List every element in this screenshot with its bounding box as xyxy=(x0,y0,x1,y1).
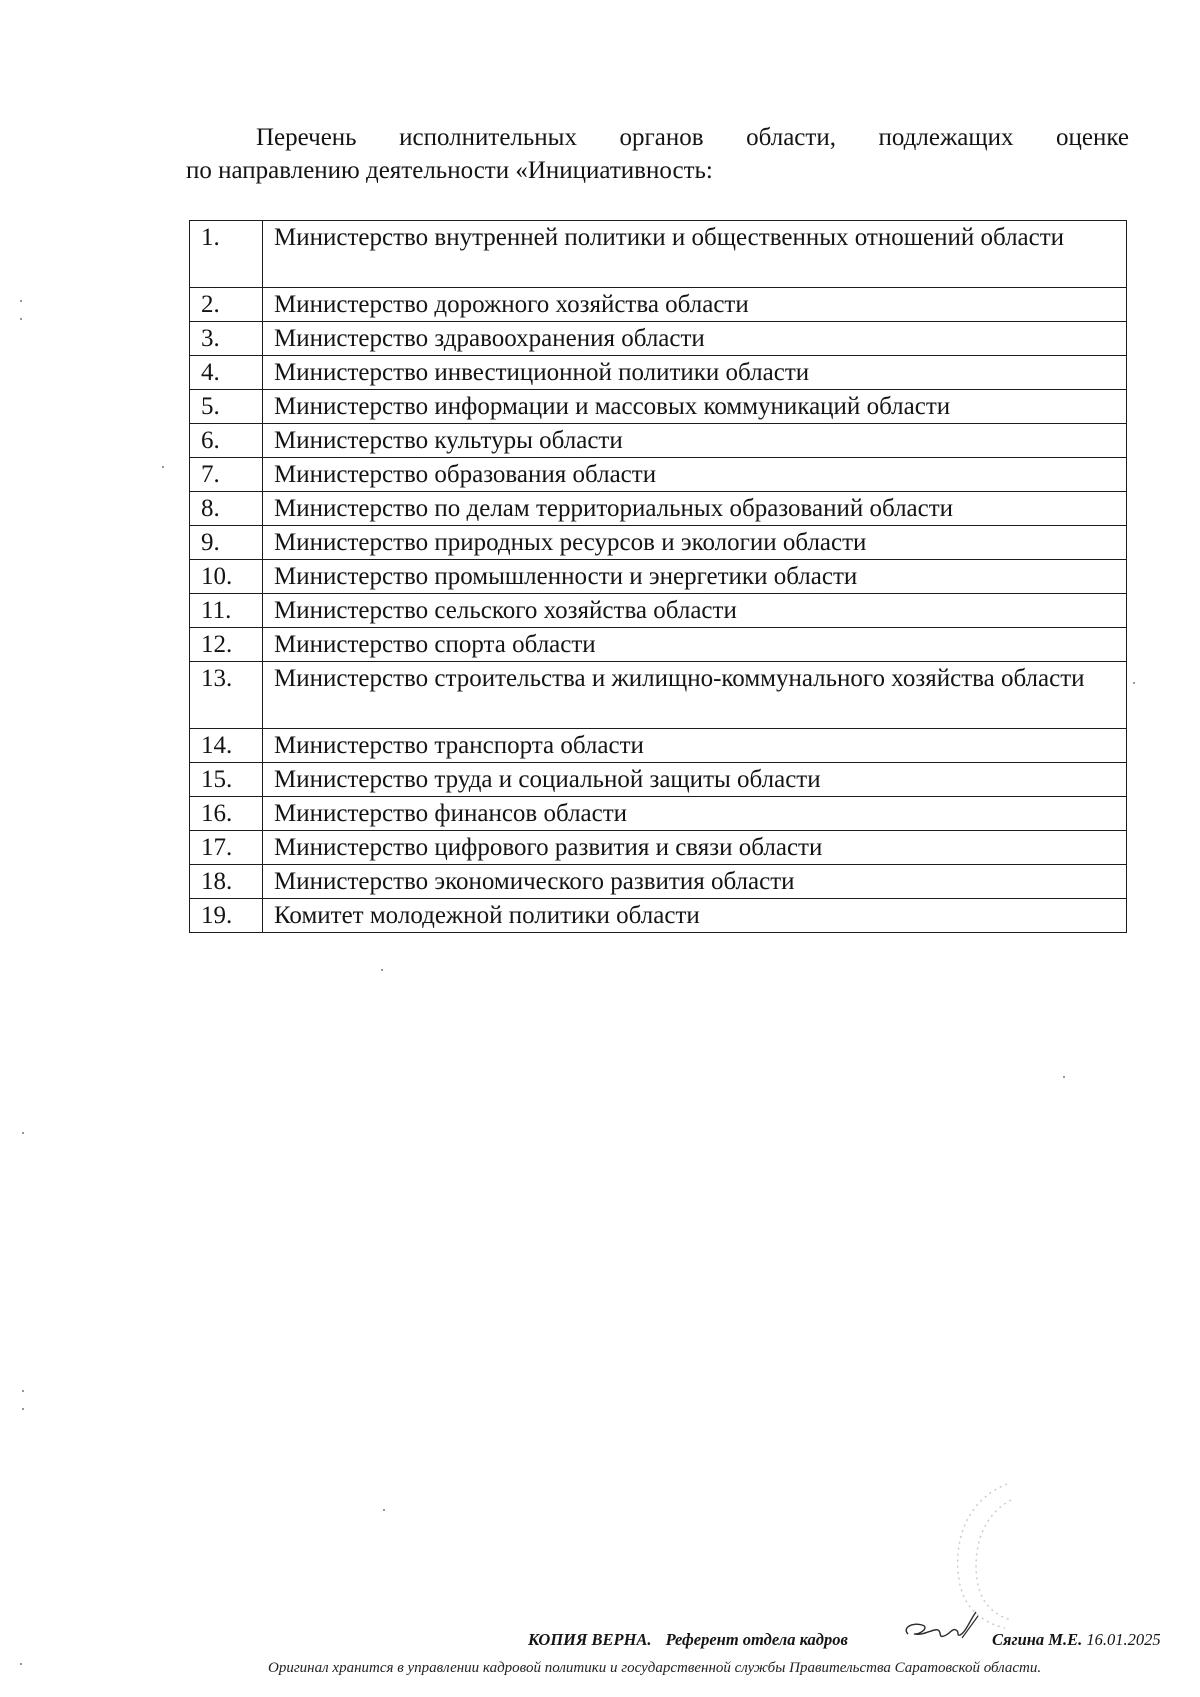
organization-name: Министерство строительства и жилищно-коммунального хозяйства области xyxy=(263,662,1127,729)
table-row xyxy=(190,831,1127,865)
certifier-signoff xyxy=(992,1630,1161,1650)
table-row xyxy=(190,797,1127,831)
row-number: 9. xyxy=(190,526,263,560)
row-number: 18. xyxy=(190,865,263,899)
scan-speck xyxy=(383,1509,385,1511)
table-row xyxy=(190,424,1127,458)
scan-speck xyxy=(22,1132,24,1134)
table-row xyxy=(190,322,1127,356)
organization-name: Министерство промышленности и энергетики области xyxy=(263,560,1127,594)
row-number: 6. xyxy=(190,424,263,458)
table-row xyxy=(190,729,1127,763)
organization-name: Министерство цифрового развития и связи области xyxy=(263,831,1127,865)
certified-label: КОПИЯ ВЕРНА. xyxy=(528,1630,652,1649)
organization-name: Министерство экономического развития области xyxy=(263,865,1127,899)
table-row xyxy=(190,560,1127,594)
table-row xyxy=(190,288,1127,322)
signature-icon xyxy=(898,1608,988,1648)
table-row xyxy=(190,865,1127,899)
certifier-name: Сягина М.Е. xyxy=(992,1630,1083,1649)
organization-name: Министерство сельского хозяйства области xyxy=(263,594,1127,628)
table-row xyxy=(190,763,1127,797)
row-number: 1. xyxy=(190,221,263,288)
scan-speck xyxy=(381,969,383,971)
organization-name: Министерство спорта области xyxy=(263,628,1127,662)
table-row xyxy=(190,628,1127,662)
scan-speck xyxy=(20,1663,22,1665)
table-row xyxy=(190,221,1127,288)
heading-line-2: по направлению деятельности «Инициативность: xyxy=(186,157,713,184)
certification-line xyxy=(528,1630,848,1650)
row-number: 10. xyxy=(190,560,263,594)
scan-speck xyxy=(1133,682,1135,684)
row-number: 11. xyxy=(190,594,263,628)
table-row xyxy=(190,662,1127,729)
organization-name: Министерство информации и массовых коммуникаций области xyxy=(263,390,1127,424)
row-number: 4. xyxy=(190,356,263,390)
table-row xyxy=(190,492,1127,526)
heading-line-1: Перечень исполнительных органов области, подлежащих оценке xyxy=(256,124,1129,151)
organization-name: Министерство инвестиционной политики области xyxy=(263,356,1127,390)
organization-name: Комитет молодежной политики области xyxy=(263,899,1127,933)
scan-speck xyxy=(162,466,164,468)
scan-speck xyxy=(22,1390,24,1392)
row-number: 14. xyxy=(190,729,263,763)
table-row xyxy=(190,899,1127,933)
organization-name: Министерство дорожного хозяйства области xyxy=(263,288,1127,322)
organization-name: Министерство финансов области xyxy=(263,797,1127,831)
row-number: 13. xyxy=(190,662,263,729)
row-number: 3. xyxy=(190,322,263,356)
row-number: 17. xyxy=(190,831,263,865)
certification-date: 16.01.2025 xyxy=(1086,1630,1161,1649)
row-number: 5. xyxy=(190,390,263,424)
row-number: 19. xyxy=(190,899,263,933)
row-number: 2. xyxy=(190,288,263,322)
table-row xyxy=(190,526,1127,560)
original-storage-note: Оригинал хранится в управлении кадровой политики и государственной службы Правительства Саратовской области. xyxy=(268,1660,1042,1676)
scan-speck xyxy=(1063,1076,1065,1078)
organization-name: Министерство здравоохранения области xyxy=(263,322,1127,356)
table-row xyxy=(190,594,1127,628)
scan-speck xyxy=(22,1408,24,1410)
row-number: 7. xyxy=(190,458,263,492)
table-row xyxy=(190,458,1127,492)
row-number: 8. xyxy=(190,492,263,526)
table-row xyxy=(190,356,1127,390)
scan-speck xyxy=(20,318,22,320)
document-heading xyxy=(186,121,1129,187)
row-number: 12. xyxy=(190,628,263,662)
organization-name: Министерство природных ресурсов и экологии области xyxy=(263,526,1127,560)
organizations-table xyxy=(189,220,1127,933)
organization-name: Министерство культуры области xyxy=(263,424,1127,458)
organization-name: Министерство транспорта области xyxy=(263,729,1127,763)
row-number: 15. xyxy=(190,763,263,797)
organization-name: Министерство внутренней политики и общественных отношений области xyxy=(263,221,1127,288)
organization-name: Министерство труда и социальной защиты области xyxy=(263,763,1127,797)
table-row xyxy=(190,390,1127,424)
row-number: 16. xyxy=(190,797,263,831)
organization-name: Министерство по делам территориальных образований области xyxy=(263,492,1127,526)
scan-speck xyxy=(20,300,22,302)
organization-name: Министерство образования области xyxy=(263,458,1127,492)
certifier-position: Референт отдела кадров xyxy=(665,1630,848,1649)
